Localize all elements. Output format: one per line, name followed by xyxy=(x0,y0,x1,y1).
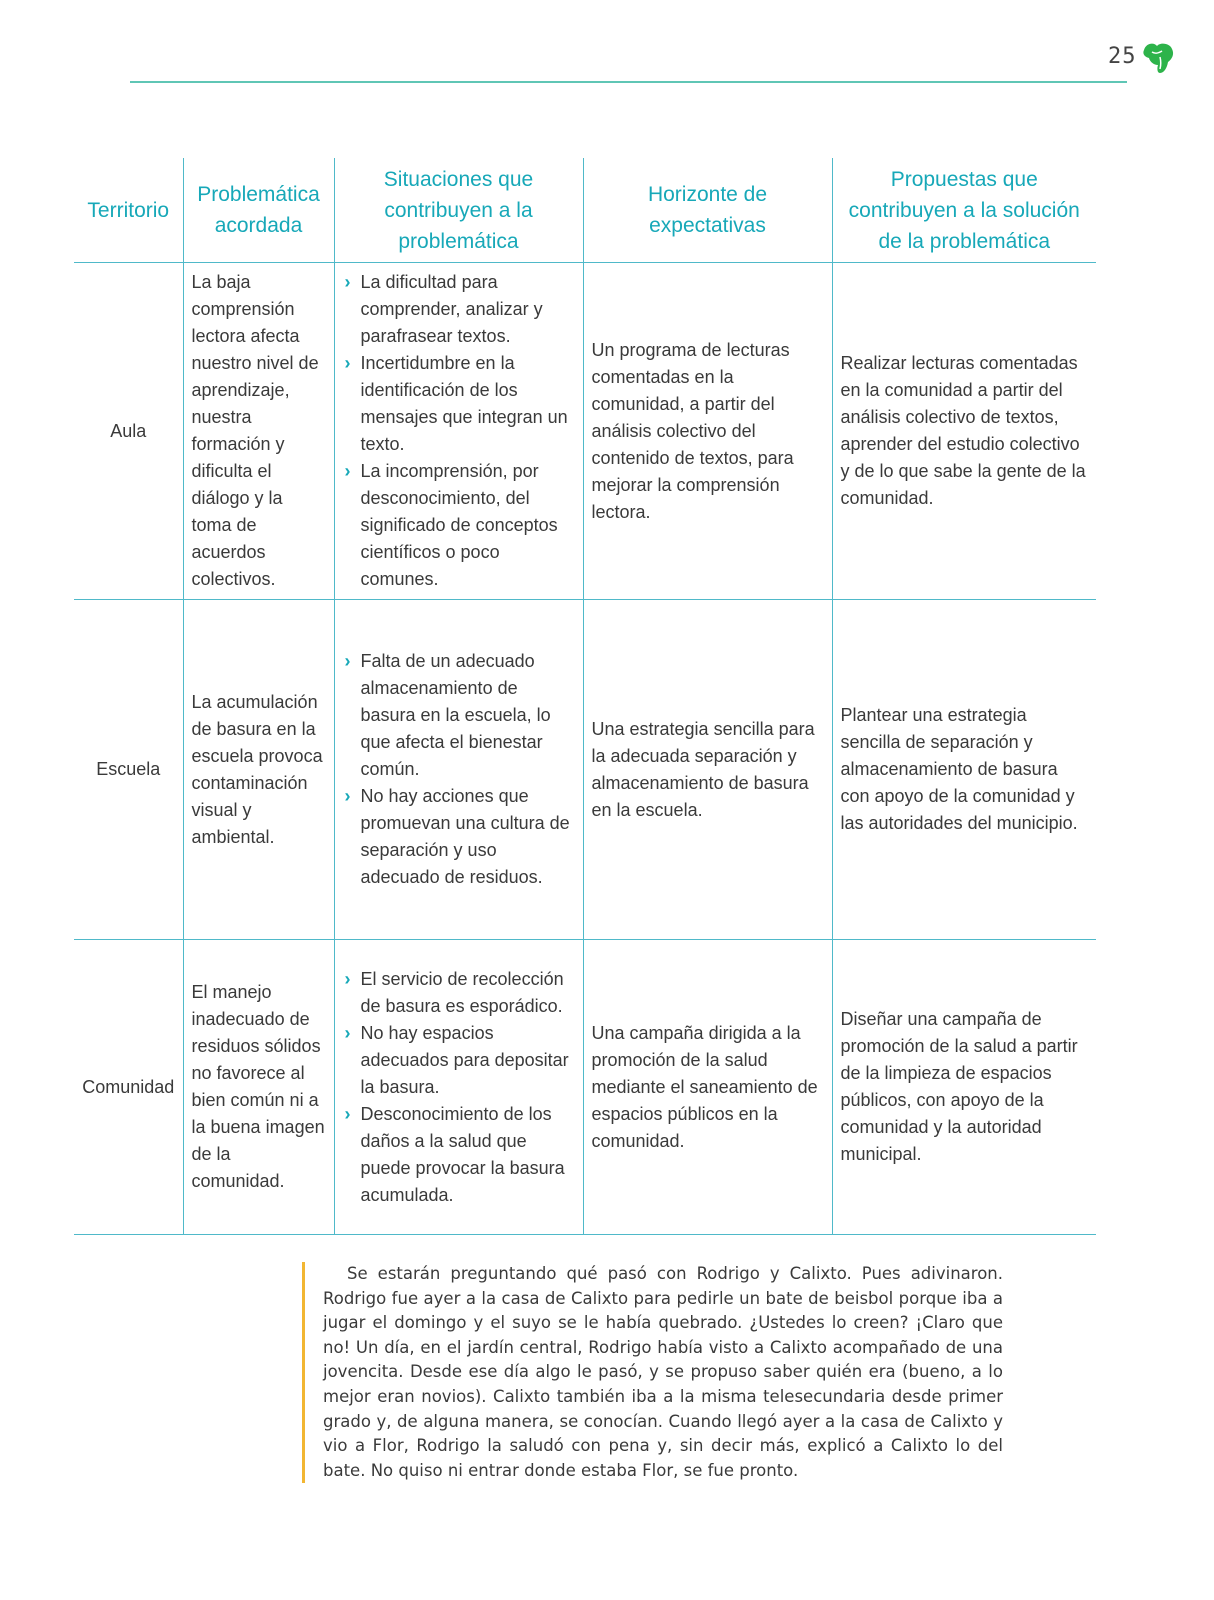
list-item: › No hay espacios adecuados para depositar la basura. xyxy=(343,1020,575,1101)
list-item: › La incomprensión, por desconocimiento, del significado de conceptos científicos o poco comunes. xyxy=(343,458,575,593)
cell-propuestas: Realizar lecturas comentadas en la comunidad a partir del análisis colectivo de textos, aprender del estudio colectivo y de lo que sabe la gente de la comunidad. xyxy=(832,263,1096,600)
situaciones-list xyxy=(343,648,575,891)
list-item: › El servicio de recolección de basura es esporádico. xyxy=(343,966,575,1020)
green-leaf-logo-icon xyxy=(1140,40,1176,76)
cell-propuestas: Diseñar una campaña de promoción de la salud a partir de la limpieza de espacios públicos, con apoyo de la comunidad y la autoridad municipal. xyxy=(832,940,1096,1235)
table-row xyxy=(74,263,1096,600)
cell-horizonte: Un programa de lecturas comentadas en la comunidad, a partir del análisis colectivo del contenido de textos, para mejorar la comprensión lectora. xyxy=(583,263,832,600)
situaciones-list xyxy=(343,966,575,1209)
list-item: › Desconocimiento de los daños a la salud que puede provocar la basura acumulada. xyxy=(343,1101,575,1209)
cell-horizonte: Una estrategia sencilla para la adecuada separación y almacenamiento de basura en la escuela. xyxy=(583,600,832,940)
header-situaciones: Situaciones que contribuyen a la problemática xyxy=(334,158,583,263)
cell-problematica: La baja comprensión lectora afecta nuestro nivel de aprendizaje, nuestra formación y dificulta el diálogo y la toma de acuerdos colectivos. xyxy=(183,263,334,600)
cell-horizonte: Una campaña dirigida a la promoción de la salud mediante el saneamiento de espacios públicos en la comunidad. xyxy=(583,940,832,1235)
cell-territorio: Comunidad xyxy=(74,940,183,1235)
list-item: › No hay acciones que promuevan una cultura de separación y uso adecuado de residuos. xyxy=(343,783,575,891)
header-rule xyxy=(130,81,1127,83)
table-header-row xyxy=(74,158,1096,263)
problem-table xyxy=(74,158,1096,1235)
list-item: › Incertidumbre en la identificación de los mensajes que integran un texto. xyxy=(343,350,575,458)
table-row xyxy=(74,600,1096,940)
cell-situaciones xyxy=(334,600,583,940)
cell-territorio: Escuela xyxy=(74,600,183,940)
list-item: › La dificultad para comprender, analizar y parafrasear textos. xyxy=(343,269,575,350)
header-territorio: Territorio xyxy=(74,158,183,263)
cell-situaciones xyxy=(334,263,583,600)
list-item: › Falta de un adecuado almacenamiento de basura en la escuela, lo que afecta el bienestar común. xyxy=(343,648,575,783)
cell-problematica: El manejo inadecuado de residuos sólidos no favorece al bien común ni a la buena imagen de la comunidad. xyxy=(183,940,334,1235)
cell-problematica: La acumulación de basura en la escuela provoca contaminación visual y ambiental. xyxy=(183,600,334,940)
page-number: 25 xyxy=(1108,44,1137,69)
header-propuestas: Propuestas que contribuyen a la solución de la problemática xyxy=(832,158,1096,263)
header-problematica: Problemática acordada xyxy=(183,158,334,263)
situaciones-list xyxy=(343,269,575,593)
header-horizonte: Horizonte de expectativas xyxy=(583,158,832,263)
table-row xyxy=(74,940,1096,1235)
cell-territorio: Aula xyxy=(74,263,183,600)
narrative-paragraph: Se estarán preguntando qué pasó con Rodrigo y Calixto. Pues adivinaron. Rodrigo fue ayer a la casa de Calixto para pedirle un bate de beisbol porque iba a jugar el domingo y el suyo se le había quebrado. ¿Ustedes lo creen? ¡Claro que no! Un día, en el jardín central, Rodrigo había visto a Calixto acompañado de una jovencita. Desde ese día algo le pasó, y se propuso saber quién era (bueno, a lo mejor eran novios). Calixto también iba a la misma telesecundaria desde primer grado y, de alguna manera, se conocían. Cuando llegó ayer a la casa de Calixto y vio a Flor, Rodrigo la saludó con pena y, sin decir más, explicó a Calixto lo del bate. No quiso ni entrar donde estaba Flor, se fue pronto. xyxy=(302,1262,1003,1483)
cell-situaciones xyxy=(334,940,583,1235)
cell-propuestas: Plantear una estrategia sencilla de separación y almacenamiento de basura con apoyo de la comunidad y las autoridades del municipio. xyxy=(832,600,1096,940)
